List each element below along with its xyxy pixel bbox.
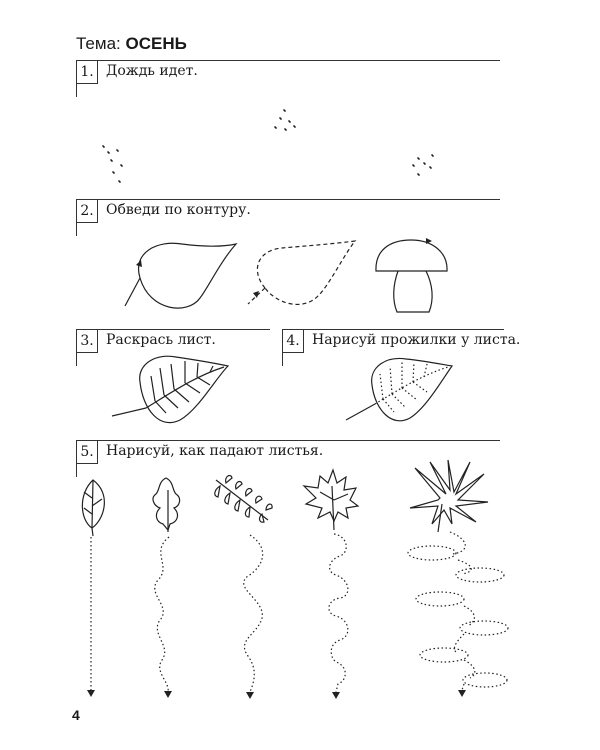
leaf-draw-veins (346, 359, 452, 421)
title-prefix: Тема: (76, 34, 121, 53)
task-1-instruction: Дождь идет. (106, 63, 198, 79)
maple-leaf-fall (304, 470, 358, 530)
leaf-solid-outline (125, 243, 236, 308)
leaf-vein-guides (375, 362, 448, 412)
mushroom-outline (376, 238, 447, 312)
page-number: 4 (72, 707, 80, 723)
path-end-arrows (87, 690, 466, 699)
fall-path-ellipses (408, 532, 508, 690)
birch-leaf-color (112, 356, 228, 422)
task-4-number: 4. (282, 330, 304, 353)
task-5-number: 5. (76, 441, 98, 464)
task-1-number: 1. (76, 61, 98, 84)
fall-path-loops (329, 534, 348, 692)
chestnut-leaf-fall (410, 460, 488, 532)
fall-path-wave (244, 535, 263, 692)
rowan-leaf-fall (215, 476, 272, 523)
task-4-instruction: Нарисуй прожилки у листа. (312, 332, 521, 348)
rain-drops-cluster-right (413, 155, 433, 175)
task-3-instruction: Раскрась лист. (106, 332, 216, 348)
birch-leaf-fall (82, 480, 104, 536)
title-topic: ОСЕНЬ (125, 34, 187, 53)
task-2-number: 2. (76, 200, 98, 223)
leaf-dashed-outline (248, 241, 355, 304)
task-2-instruction: Обведи по контуру. (106, 202, 251, 218)
oak-leaf-fall (153, 478, 180, 532)
task-3-number: 3. (76, 330, 98, 353)
task-5-instruction: Нарисуй, как падают листья. (106, 443, 324, 459)
fall-path-zigzag (155, 537, 169, 692)
rain-drops-cluster-middle (275, 110, 295, 130)
rain-drops-cluster-left (103, 146, 122, 182)
